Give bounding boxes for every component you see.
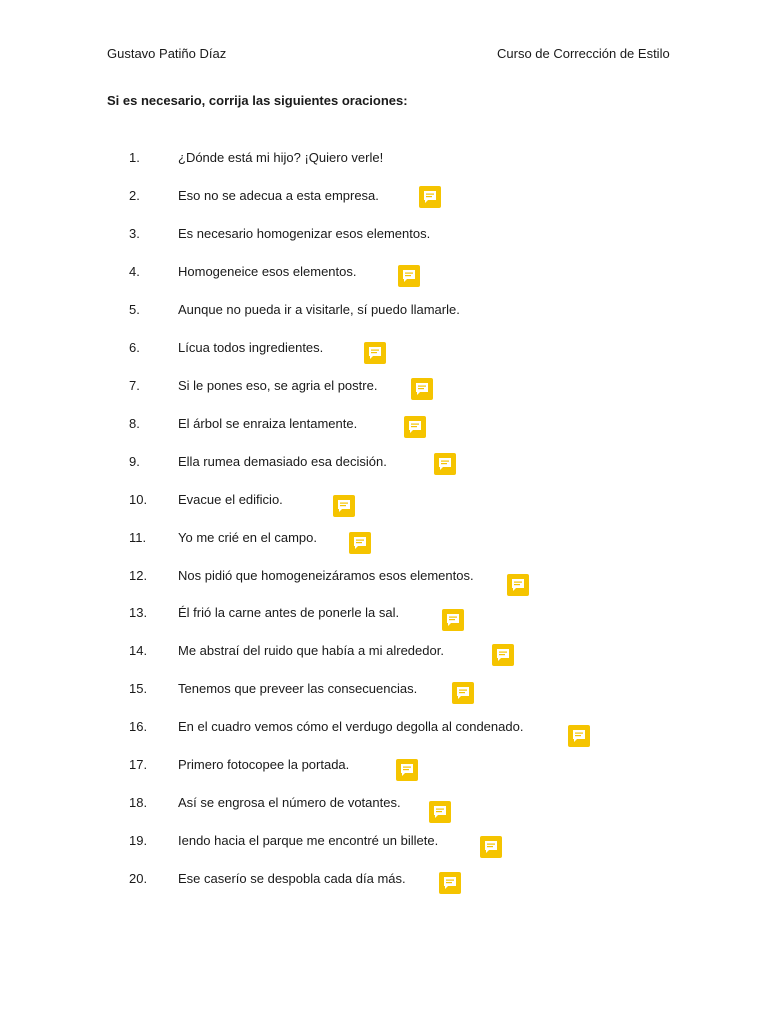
item-number: 10. (129, 492, 148, 507)
list-item (0, 530, 768, 550)
item-sentence: Es necesario homogenizar esos elementos. (178, 226, 431, 241)
item-number: 11. (129, 530, 147, 545)
item-number: 19. (129, 833, 148, 848)
item-sentence: Ella rumea demasiado esa decisión. (178, 454, 387, 469)
item-number: 1. (129, 150, 140, 165)
list-item (0, 302, 768, 322)
item-number: 2. (129, 188, 140, 203)
item-sentence: Evacue el edificio. (178, 492, 283, 507)
item-number: 3. (129, 226, 140, 241)
comment-icon[interactable] (333, 495, 355, 517)
list-item (0, 492, 768, 512)
item-number: 9. (129, 454, 140, 469)
item-sentence: Él frió la carne antes de ponerle la sal. (178, 605, 400, 620)
item-sentence: Primero fotocopee la portada. (178, 757, 350, 772)
item-number: 12. (129, 568, 148, 583)
item-number: 20. (129, 871, 148, 886)
comment-icon[interactable] (507, 574, 529, 596)
item-sentence: Lícua todos ingredientes. (178, 340, 324, 355)
item-sentence: Así se engrosa el número de votantes. (178, 795, 401, 810)
list-item (0, 188, 768, 208)
item-number: 16. (129, 719, 148, 734)
header-author: Gustavo Patiño Díaz (107, 46, 227, 61)
comment-icon[interactable] (439, 872, 461, 894)
list-item (0, 643, 768, 663)
instructions: Si es necesario, corrija las siguientes oraciones: (107, 93, 408, 108)
list-item (0, 150, 768, 170)
comment-icon[interactable] (396, 759, 418, 781)
comment-icon[interactable] (452, 682, 474, 704)
item-number: 18. (129, 795, 148, 810)
item-number: 15. (129, 681, 148, 696)
item-sentence: Iendo hacia el parque me encontré un billete. (178, 833, 439, 848)
comment-icon[interactable] (364, 342, 386, 364)
header-course: Curso de Corrección de Estilo (497, 46, 670, 61)
comment-icon[interactable] (419, 186, 441, 208)
comment-icon[interactable] (568, 725, 590, 747)
item-number: 13. (129, 605, 148, 620)
comment-icon[interactable] (404, 416, 426, 438)
list-item (0, 871, 768, 891)
item-sentence: Tenemos que preveer las consecuencias. (178, 681, 418, 696)
item-number: 17. (129, 757, 148, 772)
item-sentence: Eso no se adecua a esta empresa. (178, 188, 379, 203)
list-item (0, 264, 768, 284)
list-item (0, 833, 768, 853)
item-number: 14. (129, 643, 148, 658)
item-number: 8. (129, 416, 140, 431)
item-sentence: Me abstraí del ruido que había a mi alrededor. (178, 643, 444, 658)
comment-icon[interactable] (442, 609, 464, 631)
list-item (0, 719, 768, 739)
item-sentence: En el cuadro vemos cómo el verdugo degolla al condenado. (178, 719, 524, 734)
comment-icon[interactable] (398, 265, 420, 287)
comment-icon[interactable] (492, 644, 514, 666)
list-item (0, 378, 768, 398)
list-item (0, 795, 768, 815)
comment-icon[interactable] (434, 453, 456, 475)
item-sentence: El árbol se enraiza lentamente. (178, 416, 358, 431)
comment-icon[interactable] (411, 378, 433, 400)
item-sentence: Ese caserío se despobla cada día más. (178, 871, 406, 886)
item-number: 6. (129, 340, 140, 355)
item-sentence: Si le pones eso, se agria el postre. (178, 378, 378, 393)
list-item (0, 681, 768, 701)
list-item (0, 454, 768, 474)
item-number: 7. (129, 378, 140, 393)
list-item (0, 568, 768, 588)
list-item (0, 757, 768, 777)
comment-icon[interactable] (480, 836, 502, 858)
item-number: 5. (129, 302, 140, 317)
list-item (0, 226, 768, 246)
comment-icon[interactable] (429, 801, 451, 823)
item-sentence: Homogeneice esos elementos. (178, 264, 357, 279)
list-item (0, 416, 768, 436)
item-sentence: Aunque no pueda ir a visitarle, sí puedo llamarle. (178, 302, 460, 317)
item-sentence: Yo me crié en el campo. (178, 530, 317, 545)
item-number: 4. (129, 264, 140, 279)
item-sentence: Nos pidió que homogeneizáramos esos elementos. (178, 568, 474, 583)
item-sentence: ¿Dónde está mi hijo? ¡Quiero verle! (178, 150, 384, 165)
comment-icon[interactable] (349, 532, 371, 554)
list-item (0, 605, 768, 625)
